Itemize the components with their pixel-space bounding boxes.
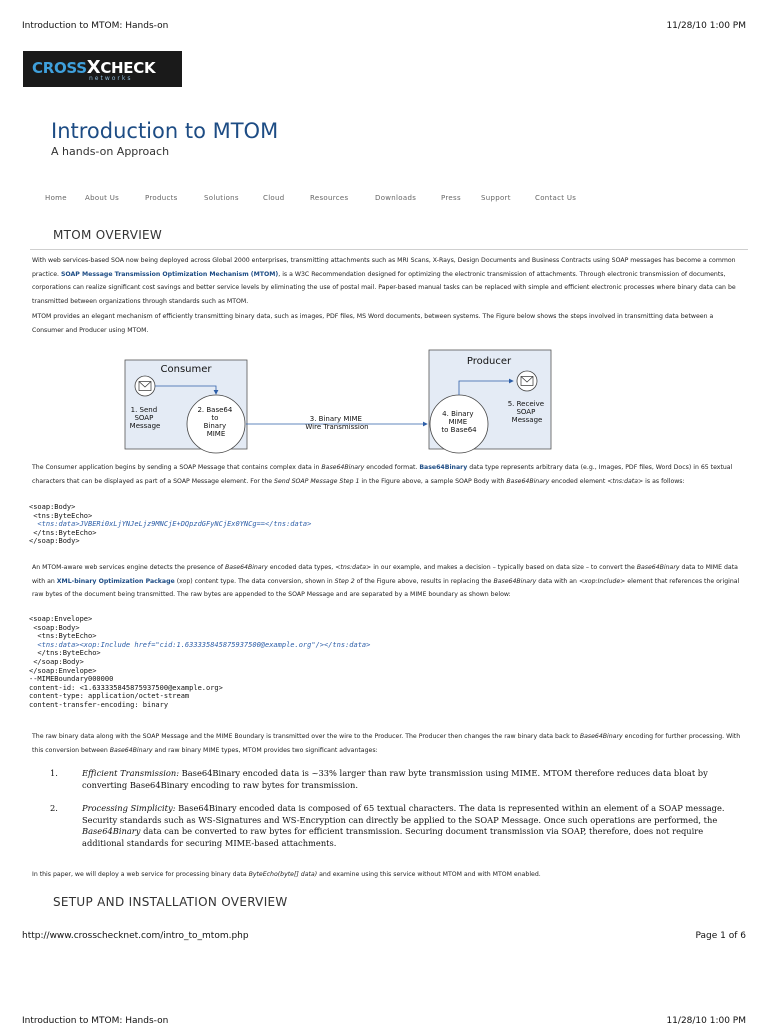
print-header	[0, 21, 768, 35]
code-block-soap-envelope: <soap:Envelope> <soap:Body> <tns:ByteEcho> <tns:data><xop:Include href="cid:1.633335845875937500@example.org"/></tns:data> </tns:ByteEcho> </soap:Body> </soap:Envelope> --MIMEBoundary000000 content-id: <1.633335845875937500@example.org> content-type: application/octet-stream content-transfer-encoding: binary	[29, 615, 371, 709]
paragraph-mtom-mechanism: MTOM provides an elegant mechanism of efficiently transmitting binary data, such as images, PDF files, MS Word documents, between systems. The Figure below shows the steps involved in transmitting data between a Consumer and Producer using MTOM.	[32, 313, 714, 334]
crosscheck-logo[interactable]	[23, 51, 182, 87]
section-title-setup: SETUP AND INSTALLATION OVERVIEW	[53, 895, 288, 909]
advantage-item: 1. Efficient Transmission: Base64Binary encoded data is ~33% larger than raw byte transmission using MIME. MTOM therefore reduces data bloat by converting Base64Binary encoding to raw bytes for transmission.	[50, 768, 708, 790]
section-title-mtom-overview: MTOM OVERVIEW	[53, 228, 163, 242]
mtom-flow-diagram	[0, 345, 768, 455]
nav-resources[interactable]: Resources	[310, 194, 349, 202]
paragraph-consumer: The Consumer application begins by sending a SOAP Message that contains complex data in Base64Binary encoded format. Base64Binary data type represents arbitrary data (e.g., Images, PDF files, Word Docs) in 65 textual characters that can be displayed as part of a SOAP Message element. For the Send SOAP Message Step 1 in the Figure above, a sample SOAP Body with Base64Binary encoded element <tns:data> is as follows:	[32, 464, 733, 485]
nav-products[interactable]: Products	[145, 194, 178, 202]
print-header-page-2: Introduction to MTOM: Hands-on 11/28/10 1:00 PM	[22, 1016, 746, 1024]
code-block-soap-body: <soap:Body> <tns:ByteEcho> <tns:data>JVBERi0xLjYNJeLjz9MNCjE+DQpzdGFyNCjEx0YNCg==</tns:data> </tns:ByteEcho> </soap:Body>	[29, 503, 312, 546]
step-3-label: 3. Binary MIME Wire Transmission	[305, 415, 369, 431]
xop-link[interactable]: XML-binary Optimization Package	[56, 577, 175, 585]
consumer-label: Consumer	[160, 364, 212, 375]
step-1-label: 1. Send SOAP Message	[129, 406, 161, 430]
print-header-datetime: 11/28/10 1:00 PM	[666, 21, 746, 31]
logo-wordmark: CROSSXCHECK	[32, 57, 156, 78]
step-4-label: 4. Binary MIME to Base64	[441, 410, 477, 434]
site-title: Introduction to MTOM	[51, 119, 279, 143]
envelope-icon	[517, 371, 537, 391]
main-nav	[0, 194, 768, 206]
paragraph-this-paper: In this paper, we will deploy a web service for processing binary data ByteEcho(byte[] data) and examine using this service without MTOM and with MTOM enabled.	[32, 871, 541, 878]
print-footer-page: Page 1 of 6	[695, 931, 746, 941]
base64binary-link[interactable]: Base64Binary	[419, 464, 468, 471]
print-footer-url[interactable]: http://www.crosschecknet.com/intro_to_mtom.php	[22, 931, 249, 941]
print-footer	[0, 931, 768, 945]
nav-about-us[interactable]: About Us	[85, 194, 120, 202]
section-divider	[30, 249, 748, 250]
logo-subtitle: networks	[89, 75, 133, 82]
nav-support[interactable]: Support	[481, 194, 511, 202]
nav-press[interactable]: Press	[441, 194, 461, 202]
envelope-icon	[135, 376, 155, 396]
nav-cloud[interactable]: Cloud	[263, 194, 285, 202]
step-2-label: 2. Base64 to Binary MIME	[197, 406, 233, 438]
nav-contact-us[interactable]: Contact Us	[535, 194, 577, 202]
nav-solutions[interactable]: Solutions	[204, 194, 239, 202]
site-subtitle: A hands-on Approach	[51, 145, 170, 158]
advantage-item: 2. Processing Simplicity: Base64Binary encoded data is composed of 65 textual characters. The data is represented within an element of a SOAP message. Security standards such as WS-Signatures and WS-Encryption can directly be applied to the SOAP Message. Once such operations are performed, the Base64Binary data can be converted to raw bytes for efficient transmission. Securing document transmission via SOAP, therefore, does not require additional standards for securing MIME-based attachments.	[50, 803, 725, 848]
mtom-link[interactable]: SOAP Message Transmission Optimization Mechanism (MTOM)	[60, 270, 279, 278]
producer-label: Producer	[466, 356, 512, 367]
step-5-label: 5. Receive SOAP Message	[507, 400, 545, 424]
print-header-title: Introduction to MTOM: Hands-on	[22, 21, 169, 31]
nav-home[interactable]: Home	[45, 194, 67, 202]
nav-downloads[interactable]: Downloads	[375, 194, 417, 202]
paragraph-mtom-engine: An MTOM-aware web services engine detects the presence of Base64Binary encoded data types, <tns:data> in our example, and makes a decision – typically based on data size – to convert the Base64Binary data to MIME data with an XML-binary Optimization Package (xop) content type. The data conversion, shown in Step 2 of the Figure above, results in replacing the Base64Binary data with an <xop:Include> element that references the original raw bytes of the document being transmitted. The raw bytes are appended to the SOAP Message and are separated by a MIME boundary as shown below:	[32, 564, 740, 598]
paragraph-intro: With web services-based SOA now being deployed across Global 2000 enterprises, transmitting attachments such as MRI Scans, X-Rays, Design Documents and Business Contracts using SOAP messages has become a common practice. SOAP Message Transmission Optimization Mechanism (MTOM), is a W3C Recommendation designed for optimizing the electronic transmission of attachments. Through electronic transmission of documents, corporations can realize significant cost savings and better service levels by eliminating the use of postal mail. Paper-based manual tasks can be replaced with simple and efficient electronic processes where binary data can be transmitted between organizations through standards such as MTOM.	[32, 257, 736, 305]
paragraph-raw-binary: The raw binary data along with the SOAP Message and the MIME Boundary is transmitted over the wire to the Producer. The Producer then changes the raw binary data back to Base64Binary encoding for further processing. With this conversion between Base64Binary and raw binary MIME types, MTOM provides two significant advantages:	[32, 733, 741, 754]
